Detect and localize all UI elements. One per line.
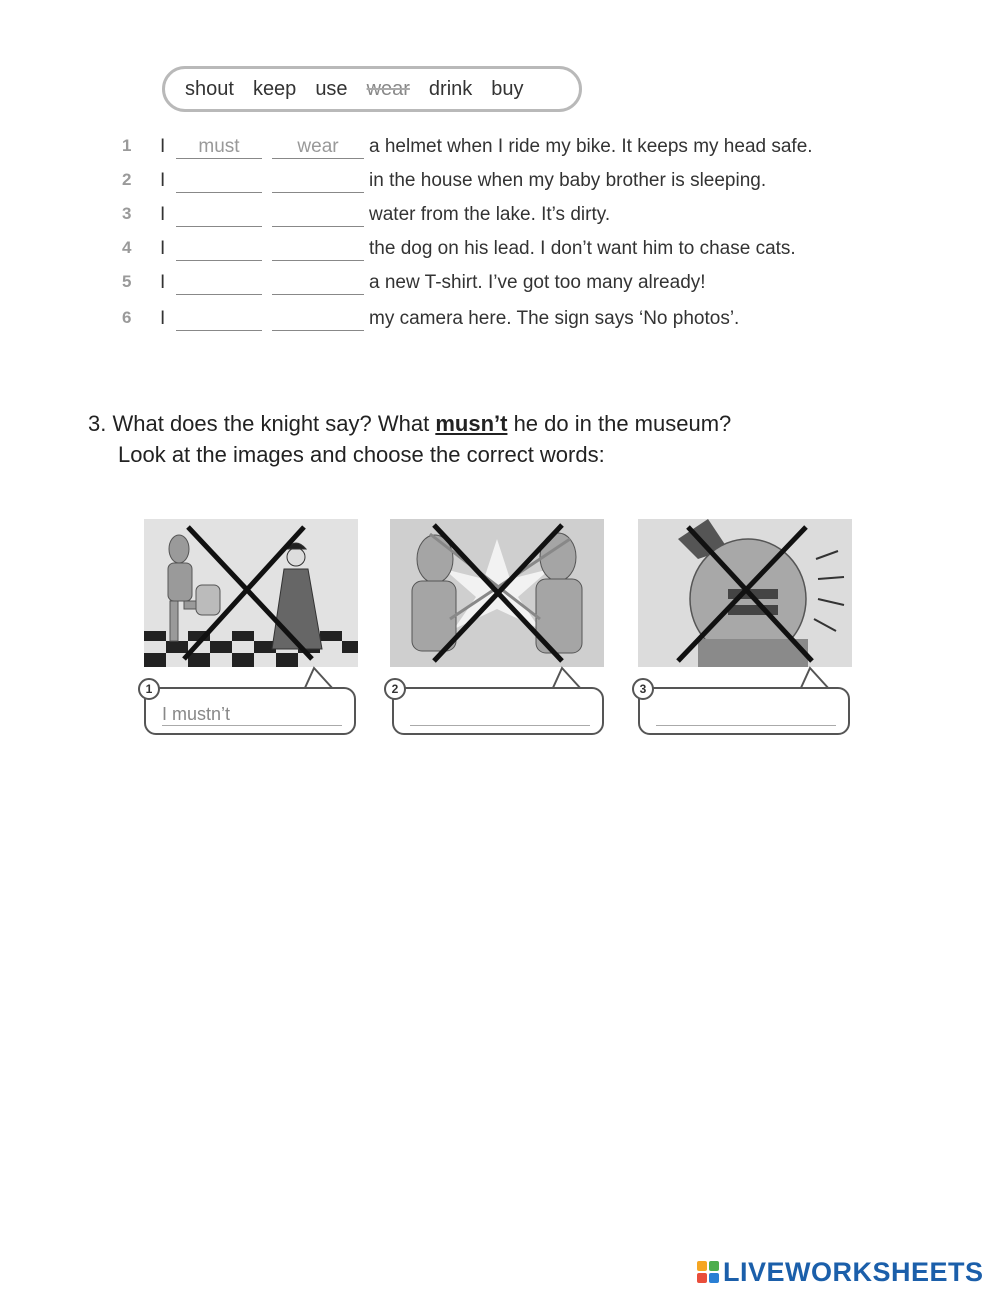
row-pronoun: I [160,170,166,191]
logo-text: LIVEWORKSHEETS [723,1256,984,1287]
word-bank-item: drink [428,77,473,100]
logo-block [697,1261,707,1271]
answer-blank-2[interactable] [272,308,364,331]
row-number: 4 [122,238,132,257]
row-sentence: water from the lake. It’s dirty. [369,204,611,225]
word-bank-item: buy [491,77,524,100]
answer-blank-1[interactable] [176,308,262,331]
logo-block [709,1261,719,1271]
row-sentence: my camera here. The sign says ‘No photos’. [369,308,740,329]
speech-bubble-2 [392,687,604,735]
answer-blank-1[interactable] [176,170,262,193]
row-number: 3 [122,204,132,223]
exercise-row [122,136,882,164]
row-pronoun: I [160,136,166,157]
answer-blank-1[interactable] [176,272,262,295]
row-pronoun: I [160,308,166,329]
answer-field-3[interactable] [656,703,836,726]
row-number: 5 [122,272,132,291]
word-bank-item-used: wear [366,77,410,100]
row-pronoun: I [160,272,166,293]
answer-blank-1[interactable] [176,204,262,227]
word-bank-item: keep [252,77,297,100]
row-pronoun: I [160,238,166,259]
speech-bubble-1 [144,687,356,735]
word-bank-item: use [315,77,348,100]
exercise-number: 3. [88,411,107,436]
number-badge-3: 3 [632,678,654,700]
answer-blank-1[interactable]: must [176,136,262,159]
instruction-text: What does the knight say? What [112,411,436,436]
answer-blank-2[interactable] [272,170,364,193]
answer-blank-2[interactable] [272,204,364,227]
instruction-text: he do in the museum? [507,411,732,436]
row-number: 1 [122,136,132,155]
exercise-row [122,204,882,232]
knight-dancing-illustration [144,519,358,667]
row-sentence: a helmet when I ride my bike. It keeps my head safe. [369,136,813,157]
answer-blank-1[interactable] [176,238,262,261]
logo-block [709,1273,719,1283]
number-badge-1: 1 [138,678,160,700]
word-bank [162,66,582,112]
row-sentence: the dog on his lead. I don’t want him to chase cats. [369,238,796,259]
exercise-row [122,272,882,300]
instruction-line-2: Look at the images and choose the correct words: [118,442,605,467]
word-bank-item: shout [185,77,234,100]
row-sentence: a new T-shirt. I’ve got too many already! [369,272,706,293]
number-badge-2: 2 [384,678,406,700]
answer-blank-2[interactable]: wear [272,136,364,159]
answer-blank-2[interactable] [272,238,364,261]
answer-field-1[interactable]: I mustn’t [162,703,342,726]
answer-blank-2[interactable] [272,272,364,295]
row-sentence: in the house when my baby brother is sleeping. [369,170,767,191]
knights-fighting-illustration [390,519,604,667]
instruction-line-1 [88,408,948,439]
logo-blocks-icon [697,1261,719,1283]
exercise-3-instructions [88,408,948,470]
logo-block [697,1273,707,1283]
exercise-row [122,308,882,336]
emphasis-word: musn’t [435,411,508,436]
exercise-row [122,170,882,198]
exercise-row [122,238,882,266]
row-number: 6 [122,308,132,327]
row-pronoun: I [160,204,166,225]
liveworksheets-logo[interactable] [697,1257,984,1287]
row-number: 2 [122,170,132,189]
speech-bubble-3 [638,687,850,735]
answer-field-2[interactable] [410,703,590,726]
knight-shouting-illustration [638,519,852,667]
